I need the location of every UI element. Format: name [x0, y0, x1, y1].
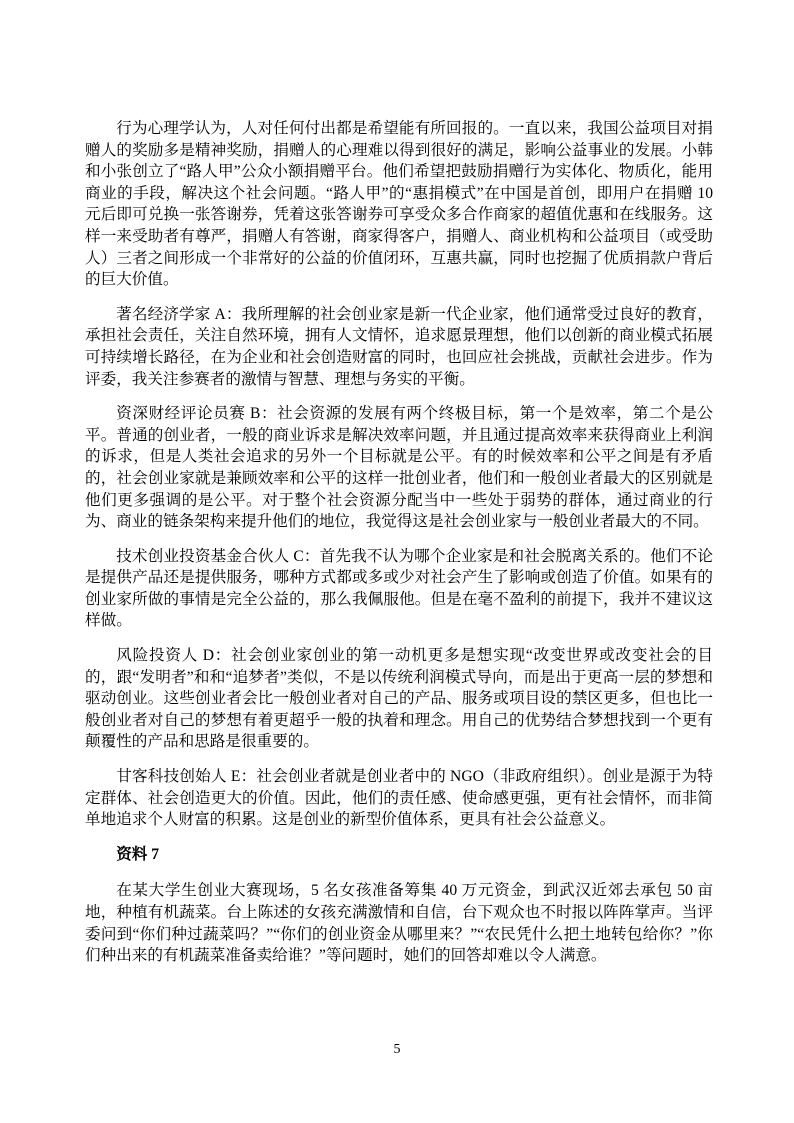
- paragraph-vc-investor-d: 风险投资人 D：社会创业家创业的第一动机更多是想实现“改变世界或改变社会的目的，跟“发明者”和和“追梦者”类似，不是以传统利润模式导向，而是出于更高一层的梦想和驱动创业。这些创业者会比一般创业者对自己的产品、服务或项目设的禁区更多，但也比一般创业者对自己的梦想有着更超乎一般的执着和理念。用自己的优势结合梦想找到一个更有颠覆性的产品和思路是很重要的。: [85, 647, 713, 751]
- paragraph-founder-e: 甘客科技创始人 E：社会创业者就是创业者中的 NGO（非政府组织）。创业是源于为特定群体、社会创造更大的价值。因此，他们的责任感、使命感更强，更有社会情怀，而非简单地追求个人财富的积累。这是创业的新型价值体系，更具有社会公益意义。: [85, 768, 713, 829]
- document-content: [85, 118, 713, 980]
- paragraph-commentator-b: 资深财经评论员赛 B：社会资源的发展有两个终极目标，第一个是效率，第二个是公平。普通的创业者，一般的商业诉求是解决效率问题，并且通过提高效率来获得商业上利润的诉求，但是人类社会追求的另外一个目标就是公平。有的时候效率和公平之间是有矛盾的，社会创业家就是兼顾效率和公平的这样一批创业者，他们和一般创业者最大的区别就是他们更多强调的是公平。对于整个社会资源分配当中一些处于弱势的群体，通过商业的行为、商业的链条架构来提升他们的地位，我觉得这是社会创业家与一般创业者最大的不同。: [85, 405, 713, 531]
- paragraph-donation-platform: 行为心理学认为，人对任何付出都是希望能有所回报的。一直以来，我国公益项目对捐赠人的奖励多是精神奖励，捐赠人的心理难以得到很好的满足，影响公益事业的发展。小韩和小张创立了“路人甲”公众小额捐赠平台。他们希望把鼓励捐赠行为实体化、物质化，能用商业的手段，解决这个社会问题。“路人甲”的“惠捐模式”在中国是首创，即用户在捐赠 10 元后即可兑换一张答谢券，凭着这张答谢券可享受众多合作商家的超值优惠和在线服务。这样一来受助者有尊严，捐赠人有答谢，商家得客户，捐赠人、商业机构和公益项目（或受助人）三者之间形成一个非常好的公益的价值闭环，互惠共赢，同时也挖掘了优质捐款户背后的巨大价值。: [85, 120, 713, 289]
- paragraph-startup-contest: 在某大学生创业大赛现场，5 名女孩准备筹集 40 万元资金，到武汉近郊去承包 50 亩地，种植有机蔬菜。台上陈述的女孩充满激情和自信，台下观众也不时报以阵阵掌声。当评委问到“你们种过蔬菜吗？”“你们的创业资金从哪里来？”“农民凭什么把土地转包给你？”你们种出来的有机蔬菜准备卖给谁？”等问题时，她们的回答却难以令人满意。: [85, 882, 713, 965]
- paragraph-fund-partner-c: 技术创业投资基金合伙人 C：首先我不认为哪个企业家是和社会脱离关系的。他们不论是提供产品还是提供服务，哪种方式都或多或少对社会产生了影响或创造了价值。如果有的创业家所做的事情是完全公益的，那么我佩服他。但是在毫不盈利的前提下，我并不建议这样做。: [85, 547, 713, 630]
- section-heading-material-7: 资料 7: [116, 845, 160, 863]
- paragraph-economist-a: 著名经济学家 A：我所理解的社会创业家是新一代企业家，他们通常受过良好的教育，承担社会责任，关注自然环境，拥有人文情怀，追求愿景理想，他们以创新的商业模式拓展可持续增长路径，在为企业和社会创造财富的同时，也回应社会挑战，贡献社会进步。作为评委，我关注参赛者的激情与智慧、理想与务实的平衡。: [85, 305, 713, 388]
- page-number: 5: [393, 1042, 401, 1057]
